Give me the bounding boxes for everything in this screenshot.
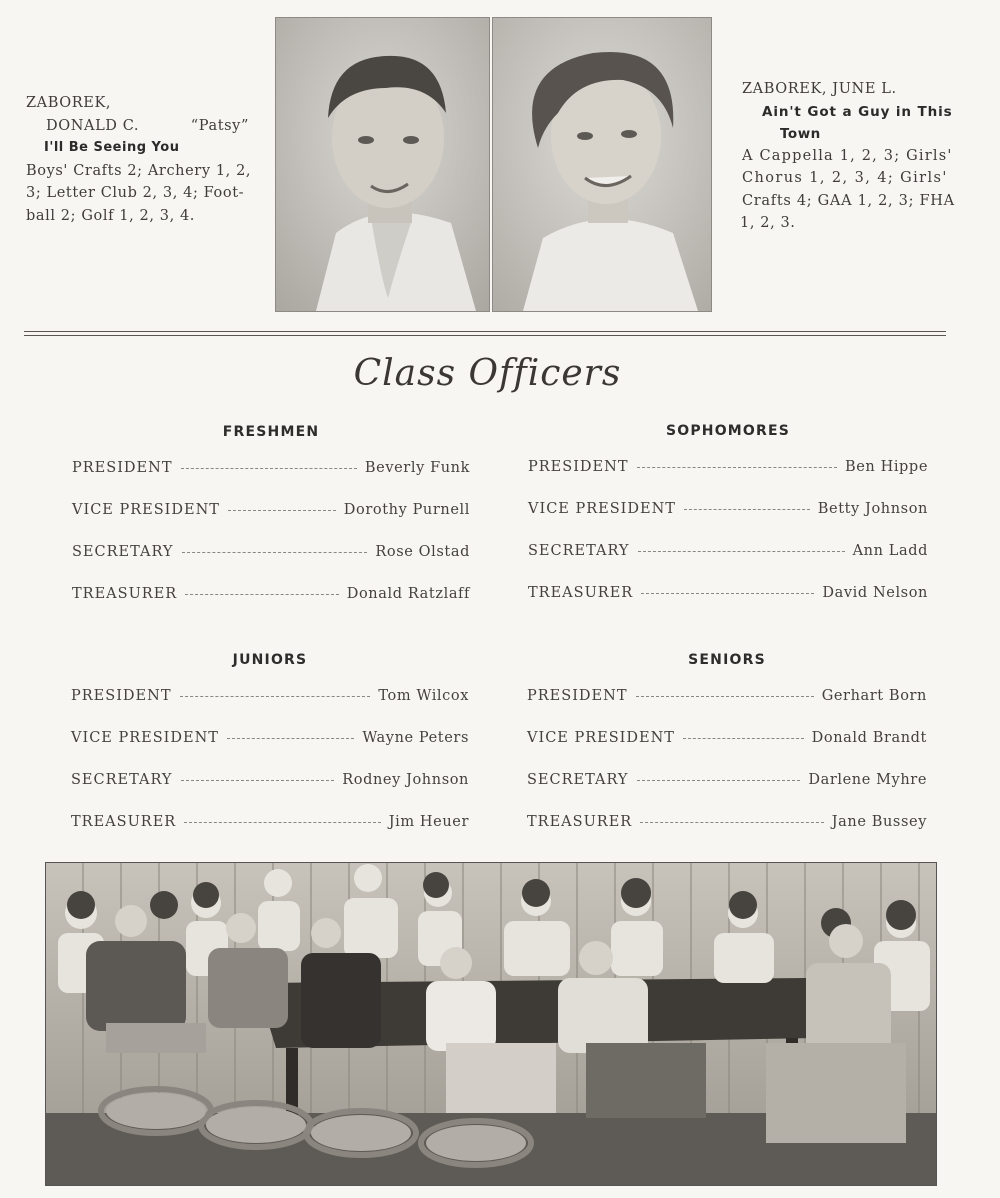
- class-freshmen: [72, 424, 470, 606]
- class-heading: SENIORS: [688, 652, 766, 668]
- officer-row: [71, 730, 469, 750]
- officer-name: Donald Brandt: [811, 730, 927, 746]
- office-title: PRESIDENT: [528, 459, 629, 475]
- senior-surname: ZABOREK,: [26, 95, 112, 111]
- group-photo-image: [46, 863, 936, 1185]
- officer-row: [71, 814, 469, 834]
- senior-activities-line: 1, 2, 3.: [740, 215, 796, 231]
- senior-given-name: DONALD C.: [46, 117, 140, 134]
- office-title: PRESIDENT: [71, 688, 172, 704]
- office-title: PRESIDENT: [72, 460, 173, 476]
- officer-name: Rodney Johnson: [342, 772, 469, 788]
- portrait-june-image: [493, 18, 711, 311]
- divider-rule-bottom: [24, 335, 946, 336]
- officer-name: Ben Hippe: [844, 459, 928, 475]
- officer-row: [527, 688, 927, 708]
- office-title: SECRETARY: [528, 543, 630, 559]
- senior-june-block: [742, 78, 972, 235]
- dot-leader: [683, 738, 804, 739]
- officer-row: [528, 585, 928, 605]
- officer-row: [72, 502, 470, 522]
- senior-nickname: “Patsy”: [190, 117, 249, 134]
- senior-song-line: Ain't Got a Guy in This: [762, 103, 953, 120]
- office-title: SECRETARY: [527, 772, 629, 788]
- officer-row: [71, 772, 469, 792]
- officer-row: [72, 460, 470, 480]
- office-title: VICE PRESIDENT: [527, 730, 675, 746]
- officer-row: [527, 772, 927, 792]
- senior-name-row: [26, 115, 261, 138]
- dot-leader: [637, 467, 837, 468]
- office-title: TREASURER: [527, 814, 633, 830]
- dot-leader: [184, 822, 380, 823]
- officer-row: [528, 543, 928, 563]
- officer-row: [72, 544, 470, 564]
- dot-leader: [227, 738, 354, 739]
- dot-leader: [684, 509, 810, 510]
- senior-activities-line: Chorus 1, 2, 3, 4; Girls': [742, 170, 948, 186]
- class-heading: FRESHMEN: [222, 424, 320, 440]
- class-heading: JUNIORS: [232, 652, 308, 668]
- dot-leader: [637, 780, 801, 781]
- officer-name: Gerhart Born: [821, 688, 927, 704]
- dot-leader: [636, 696, 814, 697]
- office-title: VICE PRESIDENT: [72, 502, 220, 518]
- officer-name: Jane Bussey: [831, 814, 927, 830]
- officer-row: [527, 814, 927, 834]
- divider-rule-top: [24, 331, 946, 332]
- officer-row: [72, 586, 470, 606]
- officer-name: Wayne Peters: [362, 730, 469, 746]
- officer-name: Dorothy Purnell: [343, 502, 470, 518]
- office-title: VICE PRESIDENT: [528, 501, 676, 517]
- officer-row: [528, 459, 928, 479]
- officer-name: Betty Johnson: [817, 501, 928, 517]
- dot-leader: [181, 780, 335, 781]
- senior-activities-line: 3; Letter Club 2, 3, 4; Foot-: [26, 185, 245, 201]
- senior-activities-line: Boys' Crafts 2; Archery 1, 2,: [26, 162, 252, 179]
- officer-name: Ann Ladd: [852, 543, 928, 559]
- dot-leader: [228, 510, 336, 511]
- office-title: TREASURER: [528, 585, 634, 601]
- class-sophomores: [528, 423, 928, 605]
- portrait-june: [492, 17, 712, 312]
- dot-leader: [182, 552, 368, 553]
- dot-leader: [180, 696, 371, 697]
- officer-name: Darlene Myhre: [808, 772, 927, 788]
- office-title: SECRETARY: [71, 772, 173, 788]
- officer-row: [527, 730, 927, 750]
- senior-donald-block: [26, 92, 261, 227]
- office-title: TREASURER: [72, 586, 178, 602]
- senior-song-line: Town: [780, 125, 821, 142]
- office-title: TREASURER: [71, 814, 177, 830]
- class-heading: SOPHOMORES: [665, 423, 791, 439]
- office-title: VICE PRESIDENT: [71, 730, 219, 746]
- officer-name: Rose Olstad: [375, 544, 470, 560]
- class-officers-group-photo: [45, 862, 937, 1186]
- dot-leader: [638, 551, 845, 552]
- officer-name: David Nelson: [822, 585, 928, 601]
- office-title: SECRETARY: [72, 544, 174, 560]
- senior-name: ZABOREK, JUNE L.: [742, 81, 897, 97]
- senior-activities-line: Crafts 4; GAA 1, 2, 3; FHA: [742, 192, 955, 209]
- senior-song: I'll Be Seeing You: [44, 140, 180, 155]
- officer-name: Beverly Funk: [364, 460, 470, 476]
- officer-name: Jim Heuer: [388, 814, 469, 830]
- officer-row: [528, 501, 928, 521]
- officer-name: Donald Ratzlaff: [346, 586, 470, 602]
- officer-name: Tom Wilcox: [378, 688, 469, 704]
- officer-row: [71, 688, 469, 708]
- senior-activities-line: ball 2; Golf 1, 2, 3, 4.: [26, 207, 196, 224]
- section-title: Class Officers: [353, 353, 622, 394]
- class-seniors: [527, 652, 927, 834]
- portrait-donald: [275, 17, 490, 312]
- office-title: PRESIDENT: [527, 688, 628, 704]
- portrait-donald-image: [276, 18, 489, 311]
- senior-activities-line: A Cappella 1, 2, 3; Girls': [742, 147, 953, 164]
- dot-leader: [640, 822, 824, 823]
- class-juniors: [71, 652, 469, 834]
- dot-leader: [181, 468, 357, 469]
- dot-leader: [185, 594, 339, 595]
- dot-leader: [641, 593, 814, 594]
